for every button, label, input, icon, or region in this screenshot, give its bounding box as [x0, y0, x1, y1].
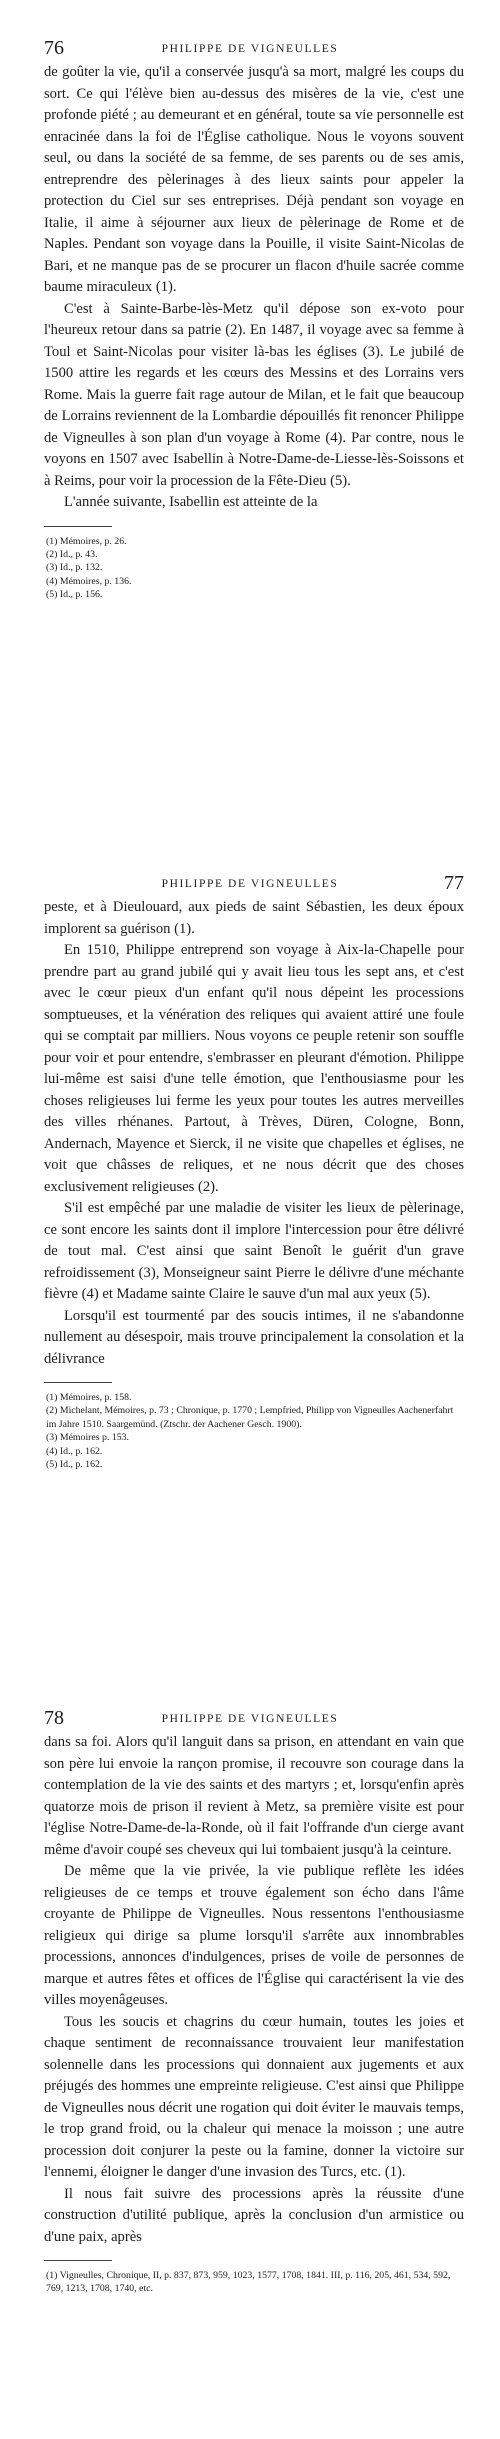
paragraph: S'il est empêché par une maladie de visiter les lieux de pèlerinage, ce sont encore les saints dont il implore l'intercession pour être délivré de tout mal. C'est ainsi que saint Benoît le guérit d'un grave refroidissement (3), Monseigneur saint Pierre le délivre d'une méchante fièvre (4) et Madame sainte Claire le sauve d'un mal aux yeux (5).: [44, 1200, 464, 1302]
page-header: [0, 835, 500, 894]
paragraph: L'année suivante, Isabellin est atteinte de la: [64, 494, 318, 510]
page-78: [0, 1670, 500, 2439]
page-body: [44, 897, 464, 1471]
footnote-divider: [44, 1382, 112, 1383]
footnotes: [44, 1391, 464, 1471]
paragraph: Tous les soucis et chagrins du cœur humain, toutes les joies et chaque sentiment de reconnaissance trouvaient leur manifestation solennelle dans les processions qui donnaient aux jugements et aux préjugés des hommes une empreinte religieuse. C'est ainsi que Philippe de Vigneulles nous décrit une rogation qui doit éviter le mauvais temps, le trop grand froid, ou la chaleur qui menace la moisson ; une autre procession doit conjurer la peste ou la famine, donner la victoire sur l'ennemi, éloigner le danger d'une invasion des Turcs, etc. (1).: [44, 2013, 464, 2180]
running-title: PHILIPPE DE VIGNEULLES: [161, 43, 339, 55]
page-number: 78: [44, 1707, 64, 1729]
running-title: PHILIPPE DE VIGNEULLES: [161, 878, 339, 890]
paragraph: C'est à Sainte-Barbe-lès-Metz qu'il dépose son ex-voto pour l'heureux retour dans sa patrie (2). En 1487, il voyage avec sa femme à Toul et Saint-Nicolas pour visiter là-bas les églises (3). Le jubilé de 1500 attire les regards et les cœurs des Messins et des Lorrains vers Rome. Mais la guerre fait rage autour de Milan, et le fait que beaucoup de Lorrains reviennent de la Lombardie dépouillés fit renoncer Philippe de Vigneulles à son plan d'un voyage à Rome (4). Par contre, nous le voyons en 1507 avec Isabellin à Notre-Dame-de-Liesse-lès-Soissons et à Reims, pour voir la procession de la Fête-Dieu (5).: [44, 300, 464, 489]
paragraph: En 1510, Philippe entreprend son voyage à Aix-la-Chapelle pour prendre part au grand jubilé qui y avait lieu tous les sept ans, et c'est avec le cœur pieux d'un enfant qu'il nous dépeint les processions somptueuses, et la vénération des reliques qui avaient attiré une foule qui se comptait par milliers. Nous voyons ce peuple retenir son souffle pour voir et pour entendre, s'embrasser en pleurant d'émotion. Philippe lui-même est saisi d'une telle émotion, que l'enthousiasme pour les choses religieuses lui ferme les yeux pour toutes les autres merveilles des villes rhénanes. Partout, à Trèves, Düren, Cologne, Bonn, Andernach, Mayence et Sierck, il ne visite que chapelles et églises, ne voit que châsses de reliques, et ne nous décrit que des choses exclusivement religieuses (2).: [44, 942, 464, 1195]
footnotes: [44, 535, 464, 602]
footnote: (4) Mémoires, p. 136.: [46, 575, 132, 587]
footnote: (2) Id., p. 43.: [46, 548, 98, 560]
paragraph: De même que la vie privée, la vie publique reflète les idées religieuses de ce temps et trouve également son écho dans l'âme croyante de Philippe de Vigneulles. Nous ressentons l'enthousiasme religieux qui dirige sa plume lorsqu'il s'arrête aux innombrables processions, annonces d'indulgences, prises de voile de personnes de marque et autres fêtes et offices de l'Église qui caractérisent la vie des villes moyenâgeuses.: [44, 1863, 464, 2008]
paragraph: Lorsqu'il est tourmenté par des soucis intimes, il ne s'abandonne nullement au désespoir, mais trouve principalement la consolation et la délivrance: [44, 1307, 464, 1367]
footnote: (1) Vigneulles, Chronique, II, p. 837, 873, 959, 1023, 1577, 1708, 1841. III, p. 116, 205, 461, 534, 592, 769, 1213, 1708, 1740, etc.: [46, 2270, 451, 2295]
paragraph: de goûter la vie, qu'il a conservée jusqu'à sa mort, malgré les coups du sort. Ce qui l'élève bien au-dessus des misères de la vie, c'est une profonde piété ; au demeurant et en général, toute sa vie personnelle est enracinée dans la foi de l'Église catholique. Nous le voyons souvent seul, ou dans la société de sa femme, de ses parents ou de ses amis, entreprendre des pèlerinages à des lieux saints pour appeler la protection du Ciel sur ses entreprises. Déjà pendant son voyage en Italie, il aime à séjourner aux lieux de pèlerinage de Rome et de Naples. Pendant son voyage dans la Pouille, il visite Saint-Nicolas de Bari, et ne manque pas de se procurer un flacon d'huile sacrée comme baume miraculeux (1).: [44, 64, 464, 295]
page-76: [0, 0, 500, 780]
footnote: (5) Id., p. 162.: [46, 1459, 103, 1471]
footnote: (4) Id., p. 162.: [46, 1445, 103, 1457]
footnotes: [44, 2269, 464, 2296]
page-header: [0, 0, 500, 59]
paragraph: Il nous fait suivre des processions après la réussite d'une construction d'utilité publique, après la conclusion d'un armistice ou d'une paix, après: [44, 2185, 464, 2245]
paragraph: dans sa foi. Alors qu'il languit dans sa prison, en attendant en vain que son père lui envoie la rançon promise, il recouvre son courage dans la contemplation de la vie des saints et des martyrs ; et, lorsqu'enfin après quatorze mois de prison il revient à Metz, sa première visite est pour l'église Notre-Dame-de-la-Ronde, où il fait l'offrande d'un cierge avant même d'avoir coupé ses cheveux qui lui tombaient jusqu'à la ceinture.: [44, 1734, 464, 1858]
footnote: (1) Mémoires, p. 158.: [46, 1392, 132, 1403]
page-body: [44, 1732, 464, 2296]
footnote: (1) Mémoires, p. 26.: [46, 535, 127, 547]
footnote: (2) Michelant, Mémoires, p. 73 ; Chronique, p. 1770 ; Lempfried, Philipp von Vigneulles Aachenerfahrt im Jahre 1510. Saargemünd. (Ztschr. der Aachener Gesch. 1900).: [46, 1405, 454, 1430]
footnote-divider: [44, 2260, 112, 2261]
page-number: 77: [444, 872, 464, 894]
page-77: [0, 835, 500, 1620]
running-title: PHILIPPE DE VIGNEULLES: [161, 1713, 339, 1725]
page-number: 76: [44, 37, 64, 59]
page-header: [0, 1670, 500, 1729]
footnote-divider: [44, 526, 112, 527]
footnote: (3) Id., p. 132.: [46, 562, 103, 574]
footnote: (3) Mémoires p. 153.: [46, 1432, 129, 1444]
paragraph: peste, et à Dieulouard, aux pieds de saint Sébastien, les deux époux implorent sa guérison (1).: [44, 899, 464, 937]
page-body: [44, 62, 464, 602]
footnote: (5) Id., p. 156.: [46, 589, 103, 601]
